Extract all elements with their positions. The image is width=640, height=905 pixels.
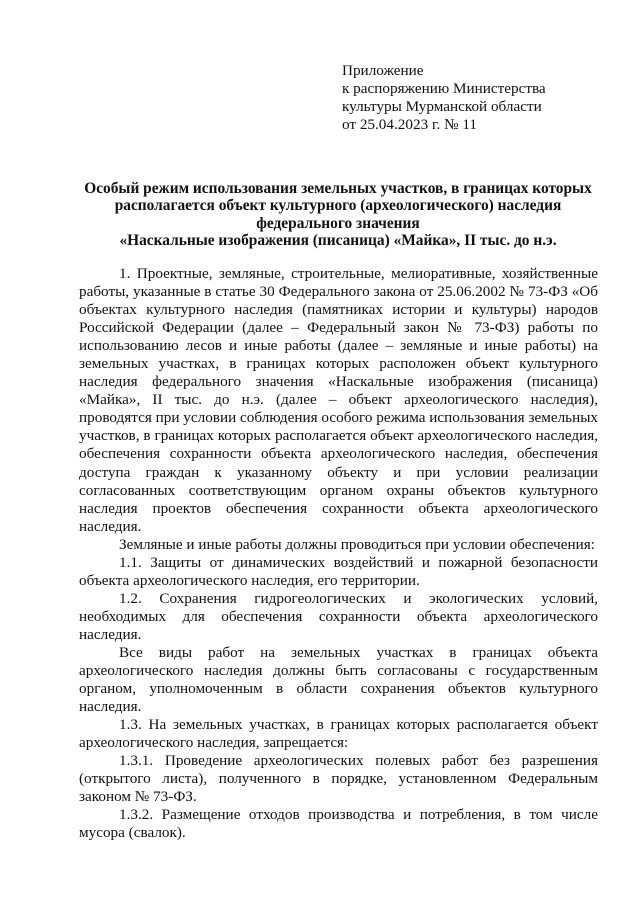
document-title xyxy=(78,180,598,249)
appendix-order-ref: к распоряжению Министерства xyxy=(342,80,546,97)
paragraph-1-3-1: 1.3.1. Проведение археологических полевых работ без разрешения (открытого листа), полученного в порядке, установленном Федеральным законом № 73-ФЗ. xyxy=(79,752,598,806)
appendix-header xyxy=(342,62,622,134)
appendix-title: Приложение xyxy=(342,62,424,79)
appendix-ministry: культуры Мурманской области xyxy=(342,98,542,115)
paragraph-1-3-2: 1.3.2. Размещение отходов производства и потребления, в том числе мусора (свалок). xyxy=(79,806,598,842)
paragraph-1: 1. Проектные, земляные, строительные, мелиоративные, хозяйственные работы, указанные в статье 30 Федерального закона от 25.06.2002 № 73-ФЗ «Об объектах культурного наследия (памятниках истории и культуры) народов Российской Федерации (далее – Федеральный закон № 73-ФЗ) работы по использованию лесов и иные работы (далее – земляные и иные работы) на земельных участках, в границах которых расположен объект культурного наследия федерального значения «Наскальные изображения (писаница) «Майка», II тыс. до н.э. (далее – объект археологического наследия), проводятся при условии соблюдения особого режима использования земельных участков, в границах которых располагается объект археологического наследия, обеспечения сохранности объекта археологического наследия, обеспечения доступа граждан к указанному объекту и при условии реализации согласованных соответствующим органом охраны объектов культурного наследия проектов обеспечения сохранности объекта археологического наследия. xyxy=(79,265,598,535)
title-line-4: «Наскальные изображения (писаница) «Майка», II тыс. до н.э. xyxy=(119,231,557,249)
paragraph-1-3: 1.3. На земельных участках, в границах которых располагается объект археологического наследия, запрещается: xyxy=(79,716,598,752)
document-body xyxy=(79,265,598,843)
paragraph-1-1: 1.1. Защиты от динамических воздействий и пожарной безопасности объекта археологического наследия, его территории. xyxy=(79,553,598,589)
paragraph-conditions-intro: Земляные и иные работы должны проводиться при условии обеспечения: xyxy=(119,535,595,553)
paragraph-1-2: 1.2. Сохранения гидрогеологических и экологических условий, необходимых для обеспечения сохранности объекта археологического наследия. xyxy=(79,589,598,643)
paragraph-approval: Все виды работ на земельных участках в границах объекта археологического наследия должны быть согласованы с государственным органом, уполномоченным в области сохранения объектов культурного наследия. xyxy=(79,643,598,716)
appendix-date-number: от 25.04.2023 г. № 11 xyxy=(342,116,477,133)
title-line-3: федерального значения xyxy=(256,214,420,232)
title-line-1: Особый режим использования земельных участков, в границах которых xyxy=(84,180,592,197)
title-line-2: располагается объект культурного (археологического) наследия xyxy=(114,197,562,215)
